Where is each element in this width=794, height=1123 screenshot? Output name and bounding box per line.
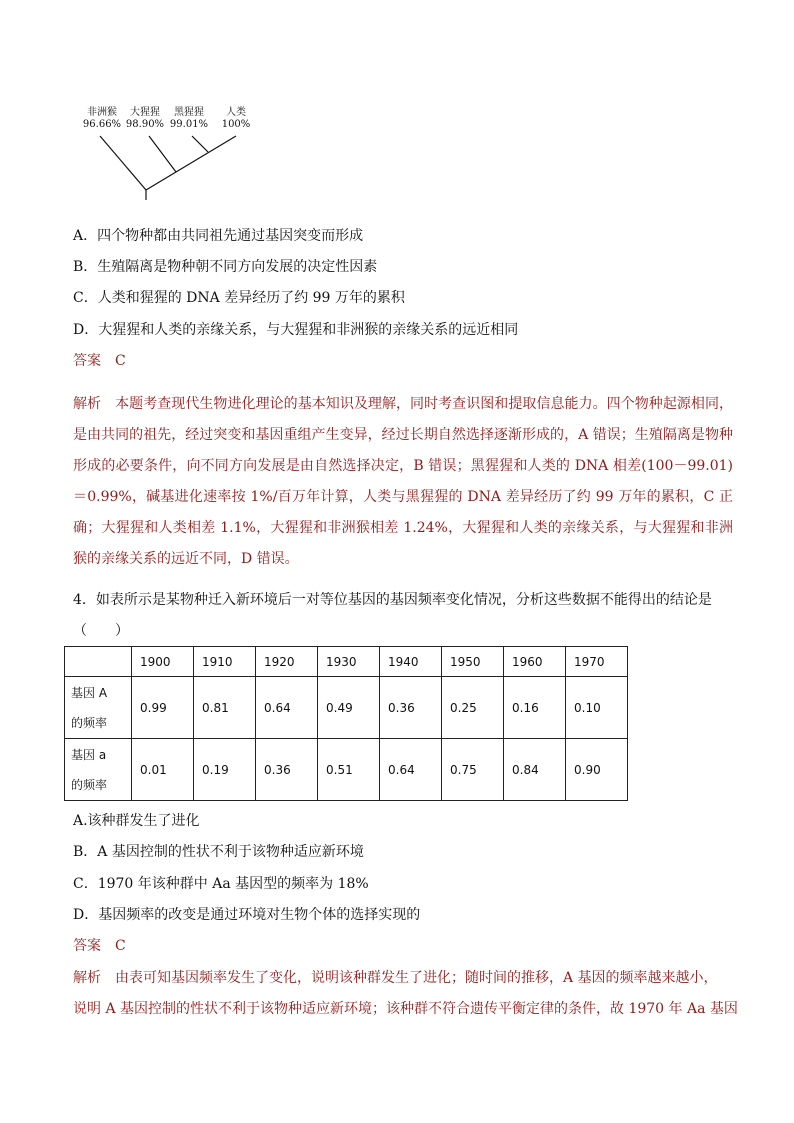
- frequency-cell: 0.01: [132, 739, 194, 801]
- row-label-gene-a: [65, 739, 132, 801]
- table-row-gene-a: [65, 739, 628, 801]
- q3-analysis: 解析 本题考查现代生物进化理论的基本知识及理解，同时考查识图和提取信息能力。四个物种起源相同，是由共同的祖先，经过突变和基因重组产生变异，经过长期自然选择逐渐形成的，A 错误；生殖隔离是物种形成的必要条件，向不同方向发展是由自然选择决定，B 错误；黑猩猩和人类的 DNA 相差(100－99.01)＝0.99%，碱基进化速率按 1%/百万年计算，人类与黑猩猩的 DNA 差异经历了约 99 万年的累积，C 正确；大猩猩和人类相差 1.1%，大猩猩和非洲猴相差 1.24%，大猩猩和人类的亲缘关系，与大猩猩和非洲猴的亲缘关系的远近不同，D 错误。: [73, 396, 733, 567]
- species-name: 大猩猩: [130, 107, 160, 118]
- species-percent: 100%: [221, 119, 251, 130]
- frequency-cell: 0.99: [132, 677, 194, 739]
- q4-analysis-line-1: 解析 由表可知基因频率发生了变化，说明该种群发生了进化；随时间的推移，A 基因的频率越来越小，: [73, 970, 718, 986]
- q4-option-b: B．A 基因控制的性状不利于该物种适应新环境: [73, 844, 364, 860]
- q3-answer: 答案 C: [73, 353, 126, 369]
- species-name: 人类: [226, 107, 246, 118]
- row-label-line: 的频率: [71, 777, 108, 792]
- frequency-cell: 0.19: [194, 739, 256, 801]
- frequency-cell: 0.84: [504, 739, 566, 801]
- table-header-row: [65, 647, 628, 677]
- frequency-cell: 0.10: [566, 677, 628, 739]
- frequency-cell: 0.75: [442, 739, 504, 801]
- q3-option-b: B．生殖隔离是物种朝不同方向发展的决定性因素: [73, 259, 378, 275]
- q4-answer: 答案 C: [73, 938, 126, 954]
- frequency-cell: 0.36: [380, 677, 442, 739]
- species-percent: 98.90%: [125, 119, 165, 130]
- species-name: 黑猩猩: [174, 107, 204, 118]
- year-cell: 1920: [256, 647, 318, 677]
- q4-analysis-line-2: 说明 A 基因控制的性状不利于该物种适应新环境；该种群不符合遗传平衡定律的条件，故 1970 年 Aa 基因: [73, 1001, 738, 1017]
- branch-chimpanzee: [192, 136, 208, 152]
- branch-human: [146, 136, 236, 190]
- table-row-gene-A: [65, 677, 628, 739]
- q3-option-c: C．人类和猩猩的 DNA 差异经历了约 99 万年的累积: [73, 290, 405, 306]
- row-label-line: 的频率: [71, 715, 108, 730]
- year-cell: 1940: [380, 647, 442, 677]
- row-label-line: 基因 A: [71, 685, 108, 700]
- q4-option-a: A.该种群发生了进化: [73, 813, 200, 829]
- frequency-cell: 0.81: [194, 677, 256, 739]
- year-cell: 1970: [566, 647, 628, 677]
- species-percent: 99.01%: [169, 119, 209, 130]
- year-cell: 1900: [132, 647, 194, 677]
- frequency-cell: 0.51: [318, 739, 380, 801]
- q4-stem: 4．如表所示是某物种迁入新环境后一对等位基因的基因频率变化情况，分析这些数据不能得出的结论是: [73, 592, 712, 608]
- frequency-cell: 0.16: [504, 677, 566, 739]
- species-name: 非洲猴: [87, 107, 117, 118]
- year-cell: 1930: [318, 647, 380, 677]
- frequency-cell: 0.64: [380, 739, 442, 801]
- frequency-cell: 0.36: [256, 739, 318, 801]
- q3-option-d: D．大猩猩和人类的亲缘关系，与大猩猩和非洲猴的亲缘关系的远近相同: [73, 322, 519, 338]
- branch-gorilla: [149, 136, 176, 172]
- row-label-line: 基因 a: [71, 747, 107, 762]
- q3-option-a: A．四个物种都由共同祖先通过基因突变而形成: [73, 228, 364, 244]
- year-cell: 1950: [442, 647, 504, 677]
- frequency-cell: 0.25: [442, 677, 504, 739]
- frequency-cell: 0.49: [318, 677, 380, 739]
- year-cell: 1960: [504, 647, 566, 677]
- gene-frequency-table: [64, 646, 628, 801]
- table-corner-cell: [65, 647, 132, 677]
- species-percent: 96.66%: [82, 119, 122, 130]
- frequency-cell: 0.90: [566, 739, 628, 801]
- q4-option-c: C．1970 年该种群中 Aa 基因型的频率为 18%: [73, 876, 369, 892]
- branch-african-monkey: [100, 136, 146, 190]
- q4-option-d: D．基因频率的改变是通过环境对生物个体的选择实现的: [73, 907, 421, 923]
- tree-branches: [0, 0, 794, 200]
- frequency-cell: 0.64: [256, 677, 318, 739]
- year-cell: 1910: [194, 647, 256, 677]
- q4-stem-bracket: （ ）: [73, 623, 129, 639]
- row-label-gene-A: [65, 677, 132, 739]
